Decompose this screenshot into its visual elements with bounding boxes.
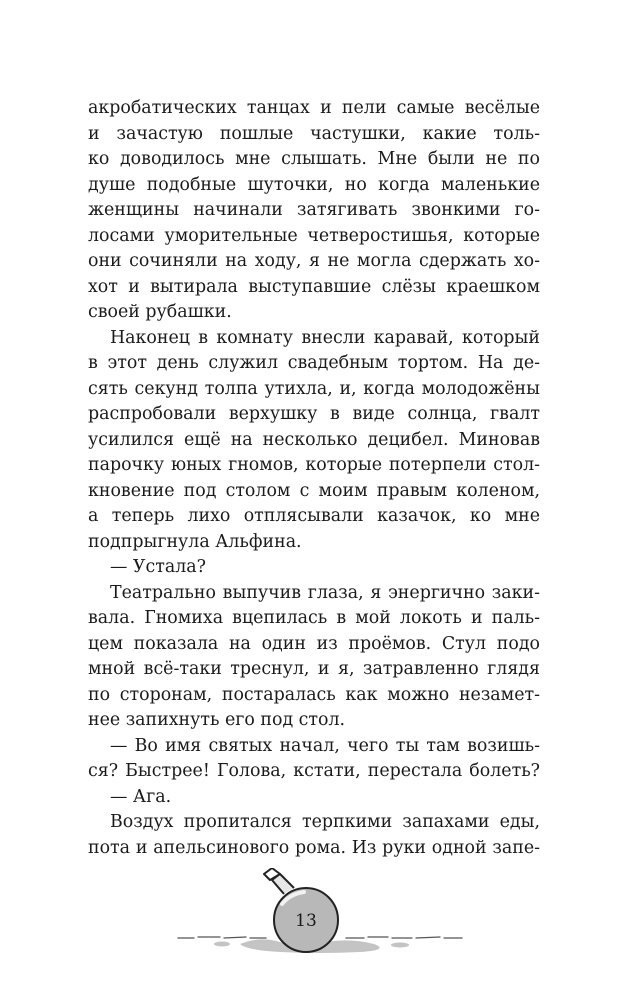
text-line: лосами уморительные четверостишья, которые bbox=[88, 225, 540, 246]
page-text bbox=[88, 96, 540, 861]
text-line: нее запихнуть его под стол. bbox=[88, 710, 346, 730]
text-line: Наконец в комнату внесли каравай, который bbox=[110, 327, 540, 348]
text-line: подпрыгнула Альфина. bbox=[88, 531, 302, 552]
text-line: а теперь лихо отплясывали казачок, ко мне bbox=[88, 506, 540, 526]
text-line: — Устала? bbox=[110, 557, 206, 577]
text-line: своей рубашки. bbox=[88, 302, 232, 322]
text-line: душе подобные шуточки, но когда маленькие bbox=[88, 174, 540, 195]
text-line: — Ага. bbox=[110, 786, 172, 807]
text-line: и зачастую пошлые частушки, какие толь- bbox=[88, 123, 540, 144]
text-line: они сочиняли на ходу, я не могла сдержать хо- bbox=[88, 251, 540, 271]
page-number: 13 bbox=[295, 911, 317, 931]
text-line: хот и вытирала выступавшие слёзы краешком bbox=[88, 276, 540, 297]
text-line: пота и апельсинового рома. Из руки одной запе- bbox=[88, 837, 540, 858]
text-line: ся? Быстрее! Голова, кстати, перестала болеть? bbox=[88, 761, 540, 781]
text-line: — Во имя святых начал, чего ты там возишь- bbox=[110, 735, 540, 756]
text-line: Театрально выпучив глаза, я энергично заки- bbox=[110, 582, 540, 603]
text-line: сять секунд толпа утихла, и, когда молодожёны bbox=[88, 378, 540, 399]
text-line: вала. Гномиха вцепилась в мой локоть и паль- bbox=[88, 608, 540, 628]
page-footer bbox=[150, 868, 490, 978]
text-line: кновение под столом с моим правым коленом, bbox=[88, 480, 540, 501]
text-line: Воздух пропитался терпкими запахами еды, bbox=[110, 812, 540, 832]
text-line: в этот день служил свадебным тортом. На де- bbox=[88, 353, 540, 373]
text-line: по сторонам, постаралась как можно незамет- bbox=[88, 684, 540, 705]
text-line: женщины начинали затягивать звонкими го- bbox=[88, 200, 540, 220]
text-line: ко доводилось мне слышать. Мне были не по bbox=[88, 149, 540, 169]
text-line: акробатических танцах и пели самые весёлые bbox=[88, 98, 540, 118]
text-line: распробовали верхушку в виде солнца, гвалт bbox=[88, 404, 540, 424]
text-line: усилился ещё на несколько децибел. Миновав bbox=[88, 429, 540, 450]
text-line: мной всё-таки треснул, и я, затравленно глядя bbox=[88, 659, 540, 679]
text-line: цем показала на один из проёмов. Стул подо bbox=[88, 633, 540, 654]
text-line: парочку юных гномов, которые потерпели стол- bbox=[88, 455, 540, 475]
